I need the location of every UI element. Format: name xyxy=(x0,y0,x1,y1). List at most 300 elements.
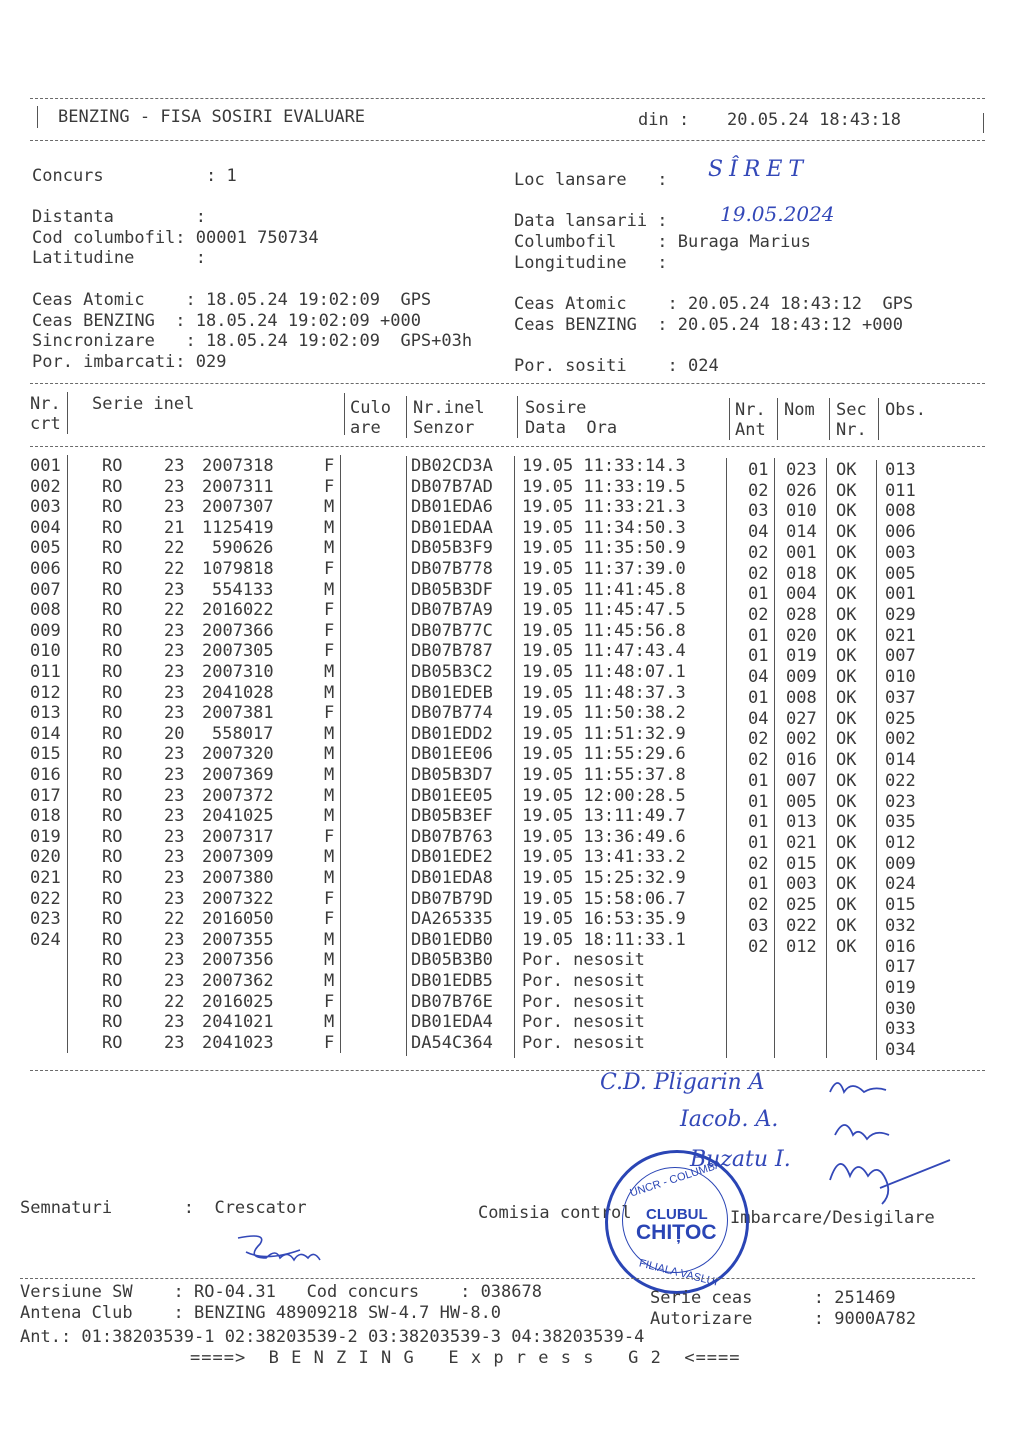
row-arrival: 19.05 11:47:43.4 xyxy=(522,641,686,662)
row-crt: 015 xyxy=(30,744,61,765)
row-ring-number: 2016025 xyxy=(202,991,274,1012)
row-sec: OK xyxy=(836,832,857,853)
row-sex: F xyxy=(324,559,335,579)
row-arrival: 19.05 13:41:33.2 xyxy=(522,847,686,868)
committee-signatures xyxy=(800,1070,980,1210)
col-sec-1: Sec xyxy=(836,400,867,420)
row-sensor: DB07B763 xyxy=(411,826,493,847)
row-nom: 010 xyxy=(786,501,817,522)
col-serie-inel: Serie inel xyxy=(92,394,195,414)
row-nom: 028 xyxy=(786,605,817,626)
row-nom: 012 xyxy=(786,936,817,957)
header-right-bar xyxy=(983,113,984,133)
club-stamp xyxy=(605,1150,749,1294)
row-sex: M xyxy=(324,662,335,682)
row-sensor: DB01EDB0 xyxy=(411,929,493,950)
row-country: RO xyxy=(102,517,123,538)
header-dashed-line xyxy=(30,140,985,141)
row-country: RO xyxy=(102,929,123,950)
row-sensor: DB01EDA4 xyxy=(411,1012,493,1033)
row-country: RO xyxy=(102,538,123,559)
row-antenna: 01 xyxy=(748,812,769,833)
row-obs: 002 xyxy=(885,729,916,750)
row-sensor: DB07B774 xyxy=(411,703,493,724)
row-sex: M xyxy=(324,744,335,765)
row-year: 23 xyxy=(164,1012,185,1033)
row-sec: OK xyxy=(836,750,857,771)
row-obs: 012 xyxy=(885,832,916,853)
row-ring-number: 2007317 xyxy=(202,826,274,847)
porumbei-sositi: Por. sositi : 024 xyxy=(514,356,719,376)
row-nom: 020 xyxy=(786,625,817,646)
row-obs: 005 xyxy=(885,563,916,584)
row-sex: M xyxy=(324,847,335,868)
row-arrival: Por. nesosit xyxy=(522,971,645,991)
row-sec: OK xyxy=(836,915,857,936)
row-antenna: 04 xyxy=(748,522,769,543)
row-obs: 025 xyxy=(885,708,916,729)
row-obs: 010 xyxy=(885,667,916,688)
loc-lansare-handwritten: SÎRET xyxy=(708,157,810,182)
row-country: RO xyxy=(102,868,123,888)
row-ring-number: 2007369 xyxy=(202,765,274,785)
row-sec: OK xyxy=(836,770,857,791)
row-sex: M xyxy=(324,497,335,518)
row-sensor: DA54C364 xyxy=(411,1032,493,1053)
row-sensor: DB05B3F9 xyxy=(411,538,493,559)
row-sex: F xyxy=(324,600,335,621)
row-sensor: DB07B77C xyxy=(411,620,493,641)
row-year: 22 xyxy=(164,538,185,559)
row-year: 23 xyxy=(164,847,185,868)
row-antenna: 04 xyxy=(748,667,769,688)
row-year: 23 xyxy=(164,888,185,909)
row-sec: OK xyxy=(836,708,857,729)
row-obs: 003 xyxy=(885,542,916,563)
row-country: RO xyxy=(102,682,123,703)
row-arrival: 19.05 13:36:49.6 xyxy=(522,826,686,847)
row-sensor: DB05B3B0 xyxy=(411,950,493,971)
stamp-top-text: UNCR - COLUMBA xyxy=(628,1158,724,1200)
table-header-dashed-line xyxy=(30,446,985,447)
row-ring-number: 2007366 xyxy=(202,620,274,641)
committee-handwritten-3: Buzatu I. xyxy=(690,1147,791,1172)
row-country: RO xyxy=(102,620,123,641)
row-arrival: 19.05 11:34:50.3 xyxy=(522,517,686,538)
row-arrival: Por. nesosit xyxy=(522,1032,645,1053)
row-nom: 005 xyxy=(786,791,817,812)
col-culoare-2: are xyxy=(350,418,381,438)
row-antenna: 02 xyxy=(748,480,769,501)
row-country: RO xyxy=(102,579,123,600)
distanta-line: Distanta : xyxy=(32,207,206,227)
row-sec: OK xyxy=(836,605,857,626)
row-obs: 019 xyxy=(885,978,916,998)
porumbei-imbarcati: Por. imbarcati: 029 xyxy=(32,352,227,372)
row-obs: 021 xyxy=(885,625,916,646)
row-arrival: 19.05 11:35:50.9 xyxy=(522,538,686,559)
row-country: RO xyxy=(102,991,123,1012)
row-year: 22 xyxy=(164,991,185,1012)
row-crt: 005 xyxy=(30,538,61,559)
row-crt: 008 xyxy=(30,600,61,621)
comisia-control-label: Comisia control xyxy=(478,1203,632,1223)
row-country: RO xyxy=(102,971,123,991)
row-ring-number: 2007362 xyxy=(202,971,274,991)
table-row xyxy=(0,744,1024,771)
row-ring-number: 2007310 xyxy=(202,662,274,682)
row-year: 23 xyxy=(164,950,185,971)
row-year: 23 xyxy=(164,971,185,991)
row-country: RO xyxy=(102,1012,123,1033)
row-sensor: DB05B3C2 xyxy=(411,662,493,682)
row-crt: 018 xyxy=(30,806,61,827)
row-crt: 006 xyxy=(30,559,61,579)
table-row xyxy=(0,682,1024,708)
row-crt: 009 xyxy=(30,620,61,641)
row-crt: 004 xyxy=(30,517,61,538)
row-crt: 019 xyxy=(30,826,61,847)
table-row xyxy=(0,1032,1024,1061)
row-sex: M xyxy=(324,682,335,703)
row-sensor: DB01EDB5 xyxy=(411,971,493,991)
row-sex: F xyxy=(324,476,335,497)
row-year: 21 xyxy=(164,517,185,538)
row-obs: 007 xyxy=(885,646,916,667)
row-antenna: 02 xyxy=(748,542,769,563)
row-year: 23 xyxy=(164,785,185,806)
row-crt: 022 xyxy=(30,888,61,909)
table-row xyxy=(0,476,1024,501)
row-ring-number: 2041025 xyxy=(202,806,274,827)
row-obs: 014 xyxy=(885,750,916,771)
row-sex: F xyxy=(324,456,335,476)
row-nom: 013 xyxy=(786,812,817,833)
longitudine-line: Longitudine : xyxy=(514,253,668,273)
header-left-bar xyxy=(37,106,38,128)
row-sec: OK xyxy=(836,791,857,812)
row-year: 23 xyxy=(164,497,185,518)
row-nom: 003 xyxy=(786,874,817,895)
row-arrival: Por. nesosit xyxy=(522,991,645,1012)
row-arrival: 19.05 11:48:37.3 xyxy=(522,682,686,703)
row-ring-number: 2016050 xyxy=(202,909,274,930)
table-row xyxy=(0,991,1024,1019)
row-sex: M xyxy=(324,806,335,827)
footer-antene-list: Ant.: 01:38203539-1 02:38203539-2 03:38203539-3 04:38203539-4 xyxy=(20,1327,645,1347)
row-obs: 030 xyxy=(885,998,916,1019)
row-year: 22 xyxy=(164,559,185,579)
row-nom: 009 xyxy=(786,667,817,688)
row-arrival: 19.05 11:33:14.3 xyxy=(522,456,686,476)
row-sensor: DB01EDAA xyxy=(411,517,493,538)
row-year: 23 xyxy=(164,456,185,476)
row-ring-number: 2016022 xyxy=(202,600,274,621)
row-obs: 008 xyxy=(885,501,916,522)
row-obs: 023 xyxy=(885,791,916,812)
row-ring-number: 2007311 xyxy=(202,476,274,497)
row-sensor: DB07B76E xyxy=(411,991,493,1012)
table-row xyxy=(0,559,1024,584)
row-nom: 027 xyxy=(786,708,817,729)
row-year: 23 xyxy=(164,744,185,765)
row-sec: OK xyxy=(836,667,857,688)
data-lansarii-label: Data lansarii : xyxy=(514,211,668,231)
row-arrival: 19.05 11:45:56.8 xyxy=(522,620,686,641)
row-crt: 003 xyxy=(30,497,61,518)
row-antenna: 01 xyxy=(748,687,769,708)
row-sex: F xyxy=(324,620,335,641)
row-ring-number: 2007318 xyxy=(202,456,274,476)
col-nr-inel: Nr.inel xyxy=(413,398,485,418)
row-sensor: DB01EE05 xyxy=(411,785,493,806)
row-sex: F xyxy=(324,991,335,1012)
row-antenna: 02 xyxy=(748,853,769,874)
table-row xyxy=(0,662,1024,688)
row-sex: M xyxy=(324,950,335,971)
row-nom: 022 xyxy=(786,915,817,936)
row-arrival: 19.05 11:55:29.6 xyxy=(522,744,686,765)
row-sex: F xyxy=(324,888,335,909)
row-year: 20 xyxy=(164,723,185,744)
row-antenna: 02 xyxy=(748,750,769,771)
row-country: RO xyxy=(102,765,123,785)
row-antenna: 02 xyxy=(748,936,769,957)
ceas-atomic-end: Ceas Atomic : 20.05.24 18:43:12 GPS xyxy=(514,294,914,314)
row-arrival: 19.05 11:48:07.1 xyxy=(522,662,686,682)
col-nr-ant-1: Nr. xyxy=(735,400,766,420)
col-sec-2: Nr. xyxy=(836,420,867,440)
row-crt: 013 xyxy=(30,703,61,724)
table-row xyxy=(0,600,1024,626)
row-antenna: 01 xyxy=(748,625,769,646)
stamp-bottom-text: FILIALA VASLUI xyxy=(637,1257,719,1289)
imbarcare-label: Imbarcare/Desigilare xyxy=(730,1208,935,1228)
row-sensor: DB07B7A9 xyxy=(411,600,493,621)
row-antenna: 02 xyxy=(748,605,769,626)
row-sensor: DB07B787 xyxy=(411,641,493,662)
table-row xyxy=(0,538,1024,563)
row-ring-number: 2007372 xyxy=(202,785,274,806)
row-arrival: 19.05 16:53:35.9 xyxy=(522,909,686,930)
row-obs: 037 xyxy=(885,687,916,708)
row-ring-number: 554133 xyxy=(212,579,274,600)
sep-ant-head xyxy=(729,398,730,440)
crescator-signature xyxy=(232,1228,332,1268)
sep-obs-head xyxy=(878,398,879,440)
sep-crt-head xyxy=(67,392,68,434)
row-year: 23 xyxy=(164,620,185,641)
table-row xyxy=(0,847,1024,874)
row-ring-number: 2007320 xyxy=(202,744,274,765)
row-country: RO xyxy=(102,497,123,518)
row-antenna: 01 xyxy=(748,646,769,667)
row-ring-number: 2041021 xyxy=(202,1012,274,1033)
row-sex: F xyxy=(324,1032,335,1053)
row-sec: OK xyxy=(836,895,857,916)
date-label: din : xyxy=(638,110,690,130)
row-crt: 016 xyxy=(30,765,61,785)
row-nom: 007 xyxy=(786,770,817,791)
row-arrival: 19.05 12:00:28.5 xyxy=(522,785,686,806)
footer-dashed-line xyxy=(20,1278,975,1279)
row-country: RO xyxy=(102,600,123,621)
row-sec: OK xyxy=(836,501,857,522)
row-sex: M xyxy=(324,723,335,744)
row-antenna: 01 xyxy=(748,791,769,812)
row-ring-number: 2007356 xyxy=(202,950,274,971)
row-ring-number: 2007355 xyxy=(202,929,274,950)
sep-sec-head xyxy=(829,398,830,440)
columbofil-line: Columbofil : Buraga Marius xyxy=(514,232,811,252)
footer-antena: Antena Club : BENZING 48909218 SW-4.7 HW-8.0 xyxy=(20,1303,502,1323)
table-row xyxy=(0,497,1024,522)
document-title: BENZING - FISA SOSIRI EVALUARE xyxy=(58,107,366,127)
row-nom: 016 xyxy=(786,750,817,771)
row-crt: 002 xyxy=(30,476,61,497)
row-crt: 024 xyxy=(30,929,61,950)
row-ring-number: 558017 xyxy=(212,723,274,744)
row-obs: 016 xyxy=(885,936,916,957)
latitudine-line: Latitudine : xyxy=(32,248,206,268)
row-sec: OK xyxy=(836,584,857,605)
col-obs: Obs. xyxy=(885,400,926,420)
row-antenna: 01 xyxy=(748,874,769,895)
table-row xyxy=(0,1012,1024,1040)
row-obs: 035 xyxy=(885,812,916,833)
row-arrival: 19.05 18:11:33.1 xyxy=(522,929,686,950)
row-year: 23 xyxy=(164,868,185,888)
row-obs: 009 xyxy=(885,853,916,874)
row-obs: 032 xyxy=(885,915,916,936)
row-year: 23 xyxy=(164,641,185,662)
row-country: RO xyxy=(102,785,123,806)
row-sex: M xyxy=(324,929,335,950)
row-nom: 004 xyxy=(786,584,817,605)
sep-nom-head xyxy=(777,398,778,440)
table-row xyxy=(0,806,1024,833)
row-ring-number: 1079818 xyxy=(202,559,274,579)
row-year: 23 xyxy=(164,682,185,703)
row-sex: F xyxy=(324,826,335,847)
row-sensor: DB07B79D xyxy=(411,888,493,909)
row-sex: M xyxy=(324,579,335,600)
row-year: 23 xyxy=(164,806,185,827)
row-sex: F xyxy=(324,641,335,662)
row-ring-number: 2007309 xyxy=(202,847,274,868)
row-arrival: Por. nesosit xyxy=(522,1012,645,1033)
row-crt: 011 xyxy=(30,662,61,682)
row-year: 23 xyxy=(164,579,185,600)
row-sensor: DB01EDE2 xyxy=(411,847,493,868)
row-country: RO xyxy=(102,476,123,497)
row-arrival: 19.05 11:55:37.8 xyxy=(522,765,686,785)
table-row xyxy=(0,723,1024,750)
row-arrival: 19.05 15:25:32.9 xyxy=(522,868,686,888)
table-row xyxy=(0,641,1024,667)
col-nom: Nom xyxy=(784,400,815,420)
row-ring-number: 2041028 xyxy=(202,682,274,703)
table-row xyxy=(0,620,1024,646)
row-country: RO xyxy=(102,909,123,930)
row-sec: OK xyxy=(836,522,857,543)
row-year: 23 xyxy=(164,929,185,950)
row-nom: 008 xyxy=(786,687,817,708)
col-nr: Nr. xyxy=(30,394,61,414)
table-top-dashed-line xyxy=(30,383,985,384)
row-sensor: DB01EE06 xyxy=(411,744,493,765)
row-arrival: 19.05 11:33:21.3 xyxy=(522,497,686,518)
row-sex: M xyxy=(324,785,335,806)
row-sec: OK xyxy=(836,936,857,957)
row-sensor: DA265335 xyxy=(411,909,493,930)
sep-culo-head xyxy=(344,393,345,435)
table-row xyxy=(0,703,1024,729)
row-arrival: 19.05 11:51:32.9 xyxy=(522,723,686,744)
stamp-name: CHIȚOC xyxy=(636,1221,717,1244)
row-crt: 010 xyxy=(30,641,61,662)
semnaturi-label: Semnaturi : Crescator xyxy=(20,1198,307,1218)
row-crt: 023 xyxy=(30,909,61,930)
row-obs: 013 xyxy=(885,460,916,480)
table-row xyxy=(0,950,1024,978)
row-country: RO xyxy=(102,950,123,971)
row-arrival: 19.05 11:41:45.8 xyxy=(522,579,686,600)
footer-autorizare: Autorizare : 9000A782 xyxy=(650,1309,917,1329)
committee-handwritten-1: C.D. Pligarin A xyxy=(600,1070,765,1095)
row-country: RO xyxy=(102,456,123,476)
row-sensor: DB05B3D7 xyxy=(411,765,493,785)
row-sec: OK xyxy=(836,812,857,833)
row-sex: M xyxy=(324,538,335,559)
table-row xyxy=(0,909,1024,936)
row-arrival: Por. nesosit xyxy=(522,950,645,971)
row-crt: 017 xyxy=(30,785,61,806)
table-row xyxy=(0,929,1024,957)
row-crt: 014 xyxy=(30,723,61,744)
table-row xyxy=(0,868,1024,895)
row-antenna: 02 xyxy=(748,895,769,916)
row-sex: M xyxy=(324,517,335,538)
row-arrival: 19.05 11:50:38.2 xyxy=(522,703,686,724)
ceas-atomic-start: Ceas Atomic : 18.05.24 19:02:09 GPS xyxy=(32,290,432,310)
row-sensor: DB07B7AD xyxy=(411,476,493,497)
row-crt: 007 xyxy=(30,579,61,600)
row-ring-number: 2007380 xyxy=(202,868,274,888)
row-ring-number: 2041023 xyxy=(202,1032,274,1053)
row-antenna: 03 xyxy=(748,501,769,522)
row-ring-number: 1125419 xyxy=(202,517,274,538)
row-country: RO xyxy=(102,847,123,868)
row-nom: 023 xyxy=(786,460,817,480)
table-row xyxy=(0,888,1024,916)
row-country: RO xyxy=(102,744,123,765)
row-antenna: 01 xyxy=(748,832,769,853)
data-lansarii-handwritten: 19.05.2024 xyxy=(720,202,835,226)
row-country: RO xyxy=(102,703,123,724)
row-sensor: DB01EDA8 xyxy=(411,868,493,888)
row-sensor: DB01EDA6 xyxy=(411,497,493,518)
row-country: RO xyxy=(102,888,123,909)
row-arrival: 19.05 15:58:06.7 xyxy=(522,888,686,909)
row-ring-number: 2007305 xyxy=(202,641,274,662)
row-antenna: 04 xyxy=(748,708,769,729)
row-sensor: DB01EDD2 xyxy=(411,723,493,744)
row-nom: 026 xyxy=(786,480,817,501)
row-obs: 022 xyxy=(885,770,916,791)
footer-brand: ====> B E N Z I N G E x p r e s s G 2 <==== xyxy=(190,1348,741,1368)
row-obs: 029 xyxy=(885,605,916,626)
